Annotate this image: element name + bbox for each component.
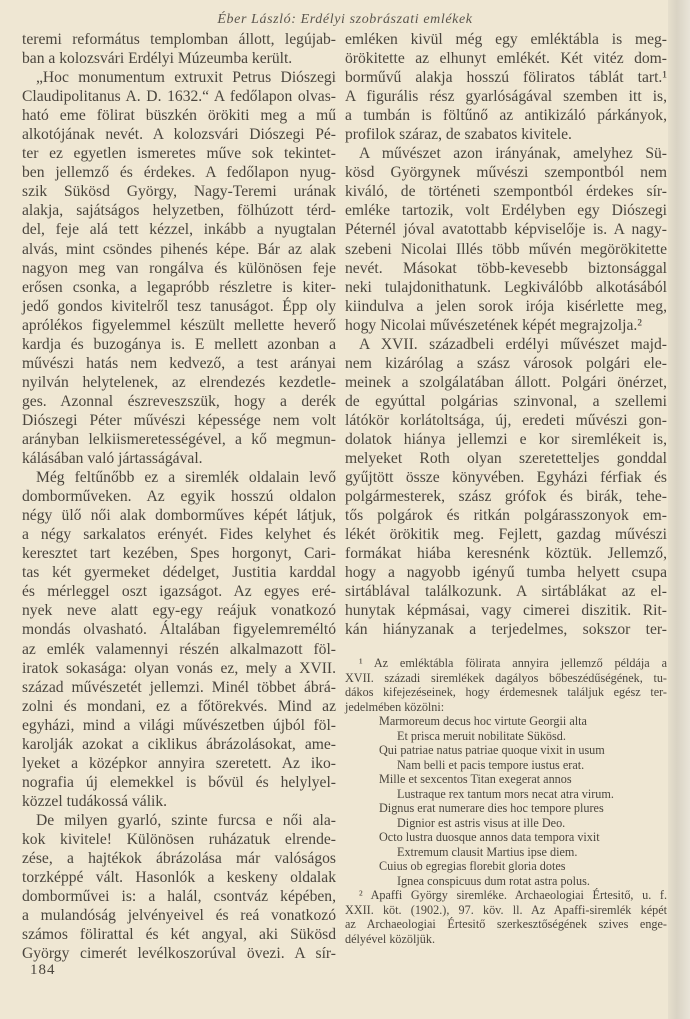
text-line: karolják azokat a ciklikus ábrázolásokat, ame- [22, 735, 336, 753]
text-line: XVII. századi siremlékek dagályos bőbeszédűségének, tu- [345, 670, 667, 685]
text-line: dolatok hiánya jellemzi e kor siremlékeit is, [345, 430, 667, 448]
text-line: de egyúttal polgárias szinvonal, a szellemi [345, 392, 667, 410]
paragraph [22, 30, 336, 68]
text-line: kösd Györgynek művészi szempontból nem [345, 164, 667, 182]
verse-line: Dignus erat numerare dies hoc tempore plures [379, 801, 604, 815]
text-line: lyeket a középkor annyira szeretett. Az iko- [22, 754, 336, 772]
text-line: meinek a szolgálatában állott. Polgári önérzet, [345, 373, 667, 391]
text-line: egyházi, mind a világi művészetben újból föl- [22, 716, 336, 734]
text-line: az Archaeologiai Értesitő szerkesztőségének szives enge- [345, 917, 667, 931]
text-line: nografia új elemekkel is bővül és helylyel- [22, 773, 336, 791]
text-line: erősen csonka, a legapróbb részletre is kiter- [22, 278, 336, 296]
verse-line: Extremum clausit Martius ipse diem. [397, 844, 578, 859]
text-line: A XVII. századbeli erdélyi művészet majd- [359, 335, 667, 353]
text-line: hunytak képmásai, vagy cimerei diszitik. Rit- [345, 602, 667, 620]
text-line: alvás, mint csöndes pihenés képe. Bár az alak [22, 240, 336, 258]
text-line: jedelmében közölni: [345, 699, 445, 714]
text-line: alakja, sajátságos helyzetben, fölhúzott térd- [22, 202, 336, 220]
text-line: a négy sarkalatos erényét. Fides kelyhet és [22, 526, 336, 544]
text-line: nevét. Másokat több-kevesebb biztonsággal [345, 259, 667, 277]
verse-line: Qui patriae natus patriae quoque vixit in usum [379, 743, 605, 757]
text-line: kiváló, de történeti szempontból érdekes sír- [345, 183, 667, 201]
verse-line: Marmoreum decus hoc virtute Georgii alta [379, 714, 587, 728]
text-line: hogy Nicolai művészetének képét megrajzolja.² [345, 316, 642, 334]
text-line: arányban lelkiismeretességével, a kő megmun- [22, 430, 336, 448]
text-line: polgármesterek, szász grófok és birák, tehe- [345, 488, 667, 506]
paragraph [22, 811, 336, 963]
text-line: ¹ Az emléktábla fölirata annyira jellemző példája a [359, 656, 667, 670]
text-line: kálásában való jártasságával. [22, 450, 203, 468]
text-line: közzel tudákossá válik. [22, 792, 168, 810]
text-line: torzképpé vált. Hasonlók a keskeny oldalak [22, 869, 336, 887]
text-line: formákat hiába keresnénk köztük. Jellemző, [345, 545, 667, 563]
text-line: domborművei is: a halál, csontváz képében, [22, 888, 336, 906]
text-line: mondás olvasható. Általában figyelemreméltó [22, 621, 336, 639]
text-line: és mérleggel oszt igazságot. Az egyes eré- [22, 583, 336, 601]
text-line: nem kizárólag a szász városok polgári ele- [345, 354, 667, 372]
text-line: iratok sokasága: olyan vonás ez, mely a XVII. [22, 659, 336, 677]
text-line: sirtáblával találkozunk. A sirtáblákat az el- [345, 583, 667, 601]
text-line: dákos kifejezéseinek, hogy érdemesnek találjuk egész ter- [345, 685, 667, 699]
text-line: Még feltűnőbb ez a siremlék oldalain levő [36, 469, 336, 487]
paragraph [345, 144, 667, 334]
page-binding-shadow [668, 0, 690, 1019]
text-line: ter ez egyetlen ismeretes műve sok tekintet- [22, 145, 336, 163]
text-line: ges. Azonnal észreveszszük, hogy a derék [22, 392, 336, 410]
text-line: tas két gyermeket dédelget, Justitia karddal [22, 564, 336, 582]
text-line: zése, a hajtékok ábrázolása már valóságos [22, 850, 336, 868]
verse-line: Mille et sexcentos Titan exegerat annos [379, 772, 572, 786]
text-line: számos fölirattal és két angyal, aki Sükösd [22, 926, 336, 944]
text-line: szebeni Nicolai Illés több művén megörökitette [345, 240, 667, 258]
paragraph [22, 468, 336, 811]
text-line: domborműveken. Az egyik hosszú oldalon [22, 488, 336, 506]
text-line: emléken kivül még egy emléktábla is meg- [345, 31, 667, 48]
text-line: örökitette az elhunyt emlékét. Két vitéz dom- [345, 50, 667, 68]
text-line: négy ülő női alak domborműves képét látjuk, [22, 507, 336, 525]
text-line: jedő gondos kivitelről tesz tanuságot. Épp oly [22, 297, 336, 315]
text-line: Péternél jóval avatottabb képviselője is. A nagy- [345, 221, 667, 239]
text-line: kiindulva a jelen sorok irója kisérlette meg, [345, 297, 667, 315]
text-line: kán hiányzanak a terjedelmes, sokszor ter- [345, 621, 667, 639]
text-line: aprólékos figyelemmel készült mellette heverő [22, 316, 336, 334]
right-column [345, 30, 667, 640]
text-line: teremi református templomban állott, legújab- [22, 31, 336, 48]
text-line: melyeket Roth olyan szeretetteljes gonddal [345, 450, 667, 468]
text-line: szik Sükösd György, Nagy-Teremi urának [22, 183, 336, 201]
text-line: nyek neve alatt egy-egy reájuk vonatkozó [22, 602, 336, 620]
text-line: ² Apaffi György siremléke. Archaeologiai Értesitő, u. f. [359, 888, 667, 902]
verse-line: Ignea conspicuus dum rotat astra polus. [397, 873, 590, 888]
text-line: keresztet tart kezében, Spes horgonyt, Cari- [22, 545, 336, 563]
text-line: Claudipolitanus A. D. 1632.“ A fedőlapon olvas- [22, 88, 336, 106]
text-line: zolni és mondani, ez a főtörekvés. Mind az [22, 697, 336, 715]
verse-line: Lustraque rex tantum mors necat atra virum. [397, 786, 614, 801]
text-line: borművű alakja hosszú föliratos táblát tart.¹ [345, 69, 667, 87]
verse-line: Cuius ob egregias florebit gloria dotes [379, 859, 566, 873]
text-line: Diószegi Péter művészi képessége nem volt [22, 411, 336, 429]
text-line: nagyon meg van rongálva és különösen feje [22, 259, 336, 277]
verse-line: Nam belli et pacis tempore iustus erat. [397, 757, 585, 772]
text-line: profilok száraz, de szabatos kivitele. [345, 126, 572, 144]
verse-line: Dignior est astris visus at ille Deo. [397, 815, 566, 830]
text-line: délyével közöljük. [345, 931, 436, 946]
text-line: hogy a nagyobb igényű tumba helyett csupa [345, 564, 667, 582]
text-line: a mulandóság jelvényeivel és reá vonatkozó [22, 907, 336, 925]
paragraph [345, 30, 667, 144]
text-line: A figurális rész gyarlóságával szemben itt is, [345, 88, 667, 106]
text-line: látókör korlátoltsága, új, eredeti művészi gon- [345, 411, 667, 429]
text-line: ható eme fölirat büszkén örökiti meg a mű [22, 107, 336, 125]
page-number: 184 [30, 962, 56, 978]
text-line: „Hoc monumentum extruxit Petrus Diószegi [36, 69, 336, 87]
text-line: század művészetét jellemzi. Minél többet ábrá- [22, 678, 336, 696]
text-line: gyűjtött össze könyvében. Egyházi férfiak és [345, 469, 667, 487]
text-line: A művészet azon irányának, amelyhez Sü- [359, 145, 667, 163]
paragraph [345, 335, 667, 640]
text-line: lékét örökitik meg. Fejlett, gazdag művészi [345, 526, 667, 544]
text-line: a tumbán is föltűnő az antikizáló párkányok, [345, 107, 667, 125]
text-line: György cimerét levélkoszorúval övezi. A sír- [22, 945, 336, 963]
text-line: emléke tartozik, volt Erdélyben egy Diószegi [345, 202, 667, 220]
footnotes [345, 656, 667, 946]
text-line: ben jellemző és érdekes. A fedőlapon nyug- [22, 164, 336, 182]
text-line: De milyen gyarló, szinte furcsa e női ala- [36, 811, 336, 829]
text-line: del, feje alá tett kézzel, inkább a nyugtalan [22, 221, 336, 239]
running-header: Éber László: Erdélyi szobrászati emlékek [217, 12, 473, 27]
left-column [22, 30, 336, 963]
verse-line: Et prisca meruit nobilitate Sükösd. [397, 728, 566, 743]
text-line: XXII. köt. (1902.), 97. köv. ll. Az Apaffi-siremlék képét [345, 902, 667, 917]
paragraph [22, 68, 336, 468]
text-line: kok kivitele! Különösen ruházatuk elrende- [22, 830, 336, 848]
verse-line: Octo lustra duosque annos data tempora vixit [379, 830, 600, 844]
text-line: nyilván helytelenek, az elrendezés kezdetle- [22, 373, 336, 391]
text-line: művészi hatás nem kedvező, a test arányai [22, 354, 336, 372]
text-line: az emlék valamennyi részén alkalmazott föl- [22, 640, 336, 658]
text-line: kardja és buzogánya is. E mellett azonban a [22, 335, 336, 353]
text-line: alkotójának nevét. A kolozsvári Diószegi Pé- [22, 126, 336, 144]
text-line: ban a kolozsvári Erdélyi Múzeumba került. [22, 50, 293, 68]
text-line: tős polgárok és ritkán polgárasszonyok em- [345, 507, 667, 525]
text-line: neki tulajdonithatunk. Legkiválóbb alkotásából [345, 278, 667, 296]
